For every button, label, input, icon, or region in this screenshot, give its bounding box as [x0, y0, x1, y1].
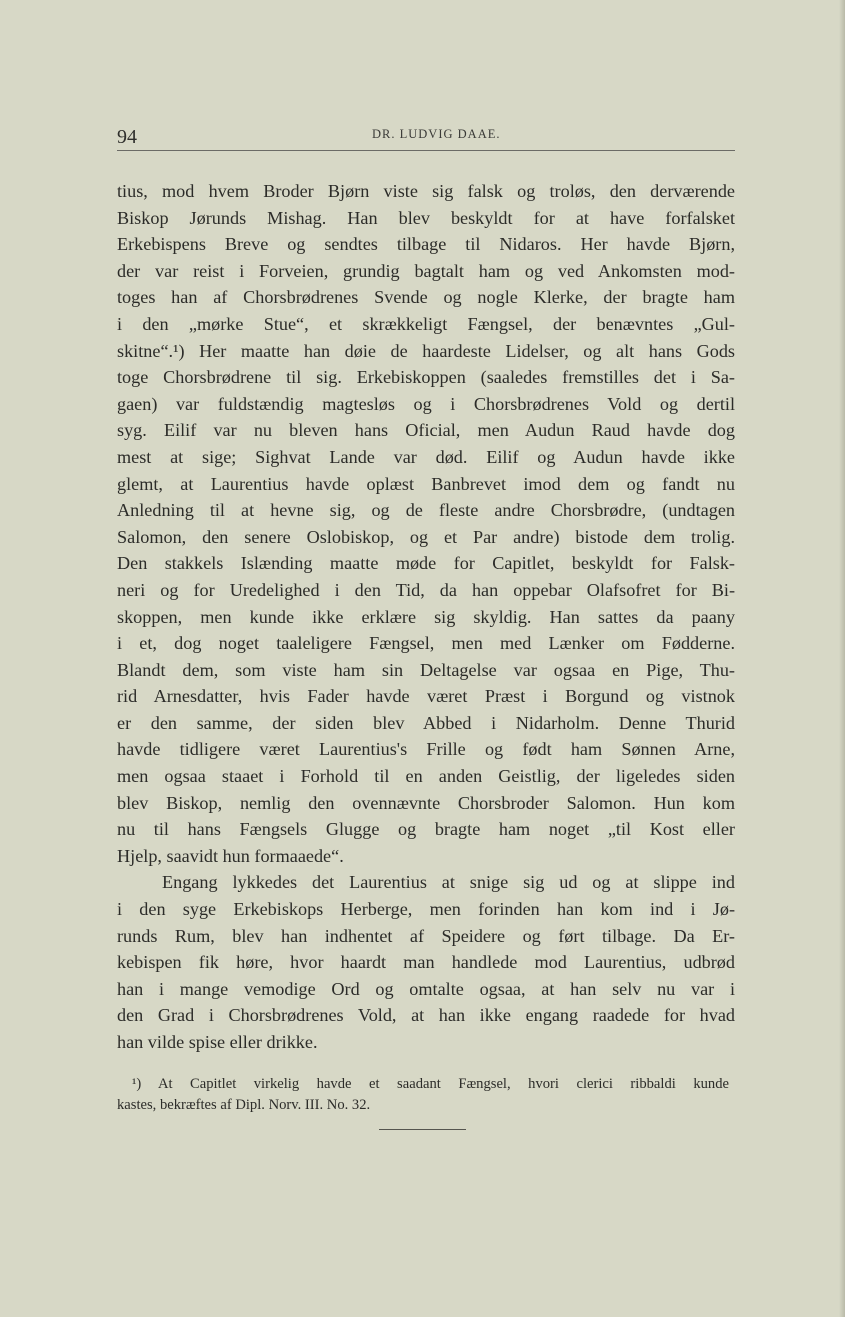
text-line: Blandt dem, som viste ham sin Deltagelse var ogsaa en Pige, Thu-	[117, 659, 735, 680]
footnote-line: kastes, bekræftes af Dipl. Norv. III. No. 32.	[117, 1096, 371, 1113]
text-line: mest at sige; Sighvat Lande var død. Eilif og Audun havde ikke	[117, 446, 735, 467]
text-line: den Grad i Chorsbrødrenes Vold, at han ikke engang raadede for hvad	[117, 1005, 735, 1026]
text-line: i et, dog noget taaleligere Fængsel, men med Lænker om Fødderne.	[117, 633, 735, 654]
text-line: tius, mod hvem Broder Bjørn viste sig falsk og troløs, den derværende	[117, 181, 735, 201]
text-line: toges han af Chorsbrødrenes Svende og nogle Klerke, der bragte ham	[117, 287, 735, 308]
text-line: glemt, at Laurentius havde oplæst Banbrevet imod dem og fandt nu	[117, 473, 735, 494]
text-line: Anledning til at hevne sig, og de fleste andre Chorsbrødre, (undtagen	[117, 500, 735, 521]
text-line: Biskop Jørunds Mishag. Han blev beskyldt for at have forfalsket	[117, 207, 735, 228]
text-line: Erkebispens Breve og sendtes tilbage til Nidaros. Her havde Bjørn,	[117, 234, 735, 255]
text-line: kebispen fik høre, hvor haardt man handlede mod Laurentius, udbrød	[117, 952, 735, 973]
text-line: havde tidligere været Laurentius's Frille og født ham Sønnen Arne,	[117, 739, 735, 760]
text-line: men ogsaa staaet i Forhold til en anden Geistlig, der ligeledes siden	[117, 766, 735, 787]
main-text	[117, 178, 735, 1056]
text-line: der var reist i Forveien, grundig bagtalt ham og ved Ankomsten mod-	[117, 260, 735, 281]
text-line: gaen) var fuldstændig magtesløs og i Chorsbrødrenes Vold og dertil	[117, 393, 735, 414]
text-line: skitne“.¹) Her maatte han døie de haardeste Lidelser, og alt hans Gods	[117, 340, 735, 361]
text-line: i den syge Erkebiskops Herberge, men forinden han kom ind i Jø-	[117, 899, 735, 920]
text-line: syg. Eilif var nu bleven hans Oficial, men Audun Raud havde dog	[117, 420, 735, 441]
end-rule	[379, 1129, 466, 1130]
text-line: Salomon, den senere Oslobiskop, og et Par andre) bistode dem trolig.	[117, 526, 735, 547]
text-line: runds Rum, blev han indhentet af Speidere og ført tilbage. Da Er-	[117, 925, 735, 946]
text-line: er den samme, der siden blev Abbed i Nidarholm. Denne Thurid	[117, 712, 735, 733]
text-line: Engang lykkedes det Laurentius at snige sig ud og at slippe ind	[162, 872, 735, 893]
text-line: rid Arnesdatter, hvis Fader havde været Præst i Borgund og vistnok	[117, 686, 735, 707]
text-line: toge Chorsbrødrene til sig. Erkebiskoppen (saaledes fremstilles det i Sa-	[117, 367, 735, 388]
text-line: blev Biskop, nemlig den ovennævnte Chorsbroder Salomon. Hun kom	[117, 792, 735, 813]
text-line: han i mange vemodige Ord og omtalte ogsaa, at han selv nu var i	[117, 978, 735, 999]
page-number: 94	[117, 126, 137, 148]
text-line: nu til hans Fængsels Glugge og bragte ham noget „til Kost eller	[117, 819, 735, 840]
text-line: Hjelp, saavidt hun formaaede“.	[117, 845, 344, 866]
text-line: skoppen, men kunde ikke erklære sig skyldig. Han sattes da paany	[117, 606, 735, 627]
footnote	[117, 1074, 729, 1115]
footnote-line: ¹) At Capitlet virkelig havde et saadant Fængsel, hvori clerici ribbaldi kunde	[132, 1076, 729, 1092]
text-line: neri og for Uredelighed i den Tid, da han oppebar Olafsofret for Bi-	[117, 579, 735, 600]
page-header	[117, 124, 735, 151]
text-line: Den stakkels Islænding maatte møde for Capitlet, beskyldt for Falsk-	[117, 553, 735, 574]
text-line: i den „mørke Stue“, et skrækkeligt Fængsel, der benævntes „Gul-	[117, 313, 735, 334]
text-line: han vilde spise eller drikke.	[117, 1032, 318, 1052]
running-head: DR. LUDVIG DAAE.	[372, 127, 501, 141]
page-edge-shadow	[839, 0, 845, 1317]
